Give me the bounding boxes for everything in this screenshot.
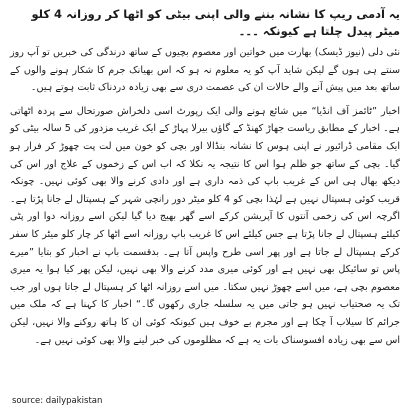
source-credit: source: dailypakistan <box>12 396 103 406</box>
article-headline: یہ آدمی ریپ کا نشانہ بننے والی اپنی بیٹی کو اٹھا کر روزانہ 4 کلو میٹر پیدل چلتا ہے کیونکہ ۔۔۔ <box>31 7 400 38</box>
article-paragraph-body: اخبار ”ٹائمز آف انڈیا“ میں شائع ہونے والی ایک رپورٹ اسی دلخراش صورتحال سے پردہ اٹھاتی ہے۔ اخبار کے مطابق ریاست جھاڑ کھنڈ کے گاؤں بیرلا پہاڑ کے ایک غریب مزدور کی 5 سالہ بیٹی کو ایک مقامی ڈرائیور نے اپنی ہوس کا نشانہ بنڈالا اور بچی کو خون میں لت پت چھوڑ کر فرار ہو گیا۔ بچی کے ساتھ جو ظلم ہوا اس کا نتیجہ یہ نکلا کہ اب اس کے زخموں کے علاج اور اس کی دیکھ بھال ہی اس کے غریب باپ کی ذمہ داری ہے اور دادی کرنے والا بھی کوئی نہیں۔ چونکہ قریب کوئی ہسپتال نہیں ہے لہٰذا بچی کو 4 کلو میٹر دور رانچی شہر کے ہسپتال لے جانا پڑتا ہے۔ اگرچہ اس کی زخمی آنتوں کا آپریشن کرکے اسے گھر بھیج دیا گیا لیکن اسے روزانہ دوا اور پٹی کیلئے ہسپتال لے جانا پڑتا ہے جس کیلئے اس کا غریب باپ روزانہ اسے اٹھا کر چار کلو میٹر کا سفر کرکے ہسپتال لے جاتا ہے اور پھر اسی طرح واپس آتا ہے۔ بدقسمت باپ نے اخبار کو بتایا ”میرے پاس تو سائیکل بھی نہیں ہے اور کوئی میری مدد کرنے والا بھی نہیں، لیکن پھر کیا ہوا یہ میری معصوم بچی ہے، میں اسے چھوڑ نہیں سکتا۔ میں اسے روزانہ اٹھا کر ہسپتال لے جاتا ہوں اور جب تک یہ صحتیاب نہیں ہو جاتی میں یہ سلسلہ جاری رکھوں گا۔“ اخبار کا کہنا ہے کہ ملک میں جرائم کا سیلاب آ چکا ہے اور مجرم بے خوف ہیں کیونکہ کوئی ان کا ہاتھ روکنے والا نہیں، لیکن اس سے بھی زیادہ افسوسناک بات یہ ہے کہ مظلوموں کی خبر لینے والا بھی کوئی نہیں ہے۔ <box>10 105 401 346</box>
article-paragraph-intro: نئی دلی (نیوز ڈیسک) بھارت میں خواتین اور معصوم بچیوں کے ساتھ درندگی کی خبریں تو آپ روز سنتے ہی ہوں گے لیکن شاید آپ کو یہ معلوم نہ ہو کہ اس بھیانک جرم کا شکار ہونے والوں کے ساتھ بعد میں پیش آنے والے حالات ان کی عصمت دری سے بھی زیادہ دردناک ثابت ہوتے ہیں۔ <box>10 47 400 94</box>
